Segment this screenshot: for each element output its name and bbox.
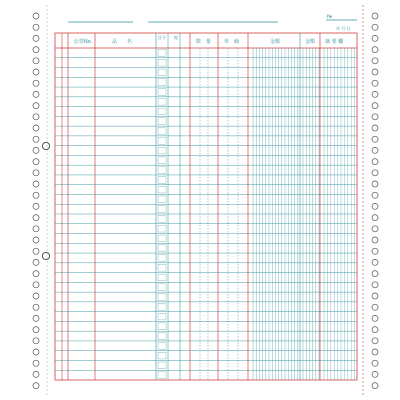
sprocket-hole — [33, 360, 39, 366]
sprocket-hole — [33, 338, 39, 344]
date-label: 年 月 日 — [336, 26, 351, 31]
code-box — [158, 235, 166, 242]
sprocket-hole — [33, 327, 39, 333]
sprocket-hole — [372, 136, 378, 142]
sprocket-hole — [33, 47, 39, 53]
alignment-hole — [42, 142, 49, 149]
code-box — [158, 206, 166, 213]
sprocket-hole — [33, 114, 39, 120]
sprocket-hole — [33, 237, 39, 243]
sprocket-hole — [33, 125, 39, 131]
sprocket-hole — [372, 338, 378, 344]
col-header-unit-price: 単 価 — [224, 39, 240, 45]
sprocket-hole — [372, 58, 378, 64]
sprocket-hole — [33, 215, 39, 221]
sprocket-hole — [33, 226, 39, 232]
sprocket-hole — [372, 35, 378, 41]
sprocket-hole — [372, 383, 378, 389]
sprocket-hole — [33, 383, 39, 389]
code-box — [158, 313, 166, 320]
code-box — [158, 274, 166, 281]
sprocket-hole — [33, 293, 39, 299]
alignment-hole — [42, 252, 49, 259]
col-header-remarks: 摘 要 欄 — [325, 39, 344, 45]
sprocket-hole — [33, 24, 39, 30]
top-right-mark: № — [327, 14, 333, 20]
sprocket-hole — [372, 237, 378, 243]
sprocket-hole — [33, 259, 39, 265]
sprocket-hole — [372, 203, 378, 209]
sprocket-hole — [372, 304, 378, 310]
code-box — [158, 108, 166, 115]
sprocket-hole — [372, 349, 378, 355]
code-box — [158, 196, 166, 203]
sprocket-hole — [372, 91, 378, 97]
sprocket-hole — [372, 159, 378, 165]
sprocket-hole — [33, 35, 39, 41]
sprocket-hole — [372, 13, 378, 19]
sprocket-hole — [372, 181, 378, 187]
sprocket-hole — [372, 271, 378, 277]
code-box — [158, 264, 166, 271]
sprocket-hole — [372, 259, 378, 265]
sprocket-hole — [372, 125, 378, 131]
sprocket-hole — [372, 293, 378, 299]
sprocket-hole — [372, 248, 378, 254]
code-box — [158, 98, 166, 105]
sprocket-hole — [33, 192, 39, 198]
code-box — [158, 79, 166, 86]
code-box — [158, 157, 166, 164]
col-header-amount: 金額 — [270, 39, 281, 45]
sprocket-hole — [372, 47, 378, 53]
sprocket-hole — [372, 315, 378, 321]
sprocket-hole — [33, 304, 39, 310]
sprocket-hole — [33, 282, 39, 288]
sprocket-hole — [33, 147, 39, 153]
table-frame — [55, 33, 357, 380]
code-box — [158, 255, 166, 262]
code-box — [158, 50, 166, 57]
code-box — [158, 89, 166, 96]
code-box — [158, 186, 166, 193]
col-header-item-name: 品 名 — [112, 39, 133, 45]
code-box — [158, 216, 166, 223]
sprocket-hole — [372, 103, 378, 109]
code-box — [158, 362, 166, 369]
col-header-code-b: 税 — [174, 35, 178, 40]
right-sprocket-holes — [372, 13, 378, 389]
sprocket-hole — [33, 371, 39, 377]
code-box — [158, 333, 166, 340]
code-box — [158, 137, 166, 144]
code-box — [158, 176, 166, 183]
sprocket-hole — [33, 248, 39, 254]
sprocket-hole — [372, 170, 378, 176]
sprocket-hole — [33, 170, 39, 176]
table-grid — [55, 33, 357, 380]
col-header-qty: 数 量 — [196, 39, 212, 45]
code-box — [158, 128, 166, 135]
sprocket-hole — [33, 80, 39, 86]
sprocket-hole — [33, 69, 39, 75]
sprocket-hole — [33, 13, 39, 19]
sprocket-hole — [372, 371, 378, 377]
sprocket-hole — [372, 147, 378, 153]
code-box — [158, 352, 166, 359]
code-box — [158, 167, 166, 174]
col-header-amount2: 金額 — [305, 39, 316, 45]
col-header-code-a: 区分 — [158, 35, 166, 40]
code-box — [158, 284, 166, 291]
sprocket-hole — [372, 114, 378, 120]
sprocket-hole — [33, 136, 39, 142]
sprocket-hole — [33, 91, 39, 97]
code-box — [158, 59, 166, 66]
code-box — [158, 303, 166, 310]
sprocket-hole — [372, 327, 378, 333]
sprocket-hole — [33, 58, 39, 64]
code-box — [158, 225, 166, 232]
sprocket-hole — [372, 80, 378, 86]
sprocket-hole — [372, 24, 378, 30]
col-header-slip-no: 伝票No. — [74, 39, 93, 45]
sprocket-hole — [372, 215, 378, 221]
sprocket-hole — [372, 360, 378, 366]
sprocket-hole — [33, 159, 39, 165]
sprocket-hole — [372, 282, 378, 288]
sprocket-hole — [372, 226, 378, 232]
sprocket-hole — [33, 349, 39, 355]
sprocket-hole — [372, 69, 378, 75]
code-box — [158, 118, 166, 125]
sprocket-hole — [33, 203, 39, 209]
code-box — [158, 342, 166, 349]
sprocket-hole — [372, 192, 378, 198]
sprocket-hole — [33, 271, 39, 277]
sprocket-hole — [33, 315, 39, 321]
sprocket-hole — [33, 103, 39, 109]
sprocket-hole — [33, 181, 39, 187]
code-box — [158, 372, 166, 379]
code-box — [158, 294, 166, 301]
code-box — [158, 69, 166, 76]
code-box — [158, 323, 166, 330]
code-box — [158, 245, 166, 252]
code-box — [158, 147, 166, 154]
